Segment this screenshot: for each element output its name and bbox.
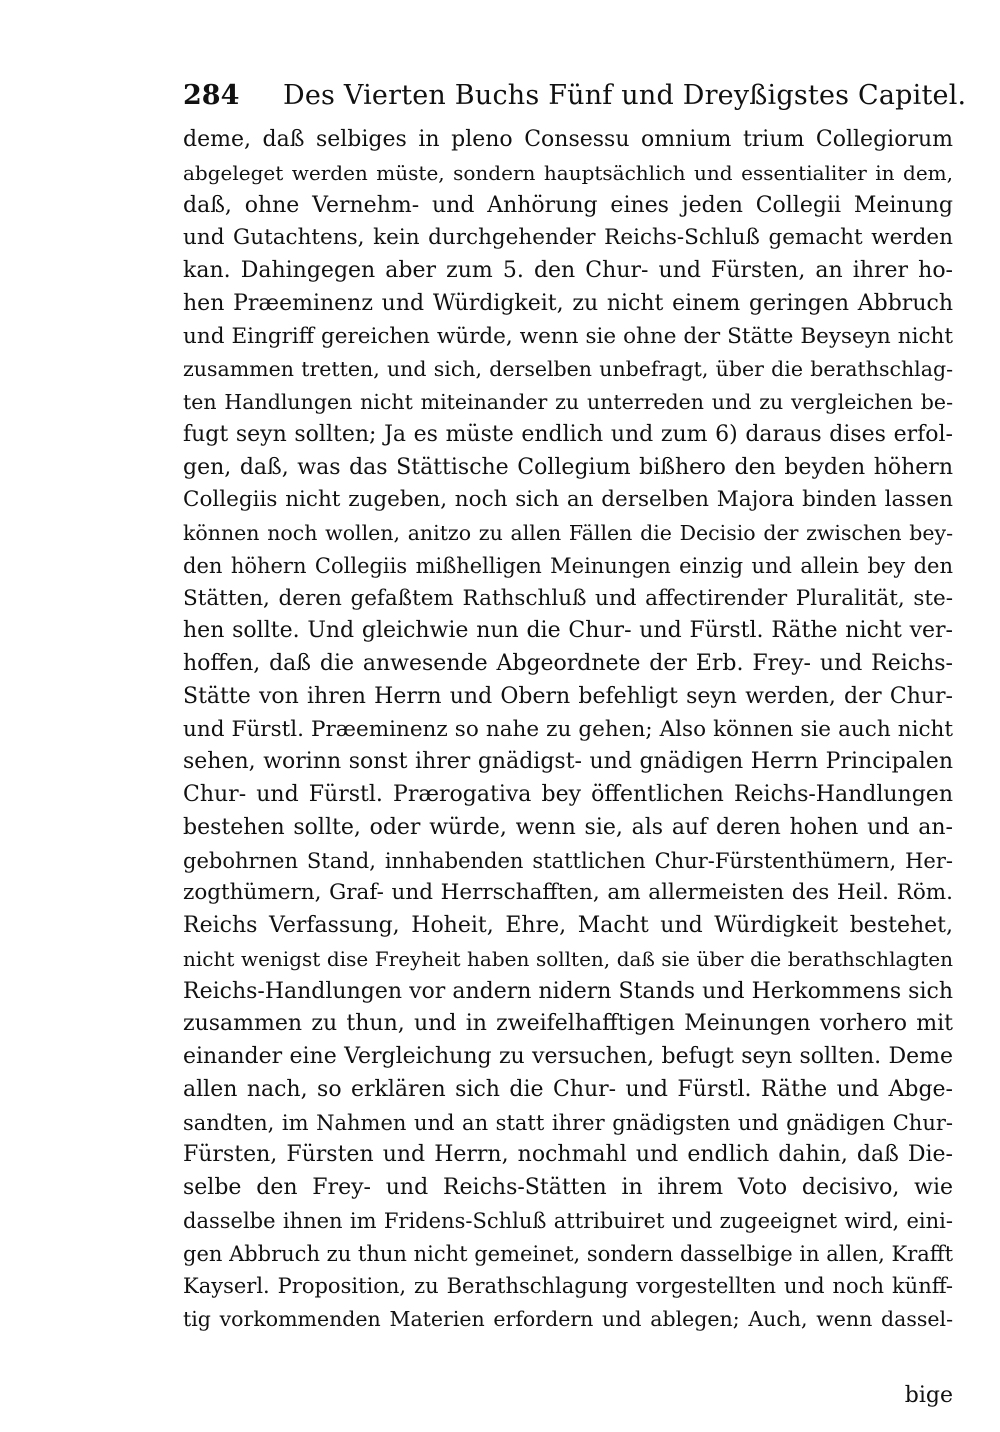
- text-line: dasselbe ihnen im Fridens-Schluß attribuiret und zugeeignet wird, eini-: [183, 1208, 953, 1233]
- text-line: den höhern Collegiis mißhelligen Meinungen einzig und allein bey den: [183, 553, 953, 578]
- text-line: abgeleget werden müste, sondern hauptsächlich und essentialiter in dem,: [183, 160, 953, 185]
- body-text: [183, 124, 953, 1336]
- text-line: und Eingriff gereichen würde, wenn sie ohne der Stätte Beyseyn nicht: [183, 323, 953, 349]
- text-line: Stätte von ihren Herrn und Obern befehligt seyn werden, der Chur-: [183, 683, 953, 709]
- text-line: bestehen sollte, oder würde, wenn sie, als auf deren hohen und an-: [183, 814, 953, 840]
- page-header: [183, 76, 967, 116]
- page-number: 284: [183, 80, 240, 111]
- text-line: hen sollte. Und gleichwie nun die Chur- und Fürstl. Räthe nicht ver-: [183, 618, 953, 644]
- text-line: hoffen, daß die anwesende Abgeordnete der Erb. Frey- und Reichs-: [183, 651, 953, 676]
- text-line: gebohrnen Stand, innhabenden stattlichen Chur-Fürstenthümern, Her-: [183, 848, 953, 873]
- text-line: sehen, worinn sonst ihrer gnädigst- und gnädigen Herrn Principalen: [183, 749, 953, 775]
- text-line: können noch wollen, anitzo zu allen Fällen die Decisio der zwischen bey-: [183, 521, 953, 545]
- catchword: bige: [904, 1383, 953, 1408]
- text-line: und Gutachtens, kein durchgehender Reichs-Schluß gemacht werden: [183, 225, 953, 251]
- text-line: Reichs Verfassung, Hoheit, Ehre, Macht und Würdigkeit bestehet,: [183, 913, 953, 938]
- text-line: Collegiis nicht zugeben, noch sich an derselben Majora binden lassen: [183, 487, 953, 513]
- text-line: allen nach, so erklären sich die Chur- und Fürstl. Räthe und Abge-: [183, 1076, 953, 1102]
- text-line: deme, daß selbiges in pleno Consessu omnium trium Collegiorum: [183, 127, 953, 152]
- text-line: zogthümern, Graf- und Herrschafften, am allermeisten des Heil. Röm.: [183, 880, 953, 906]
- text-line: hen Præeminenz und Würdigkeit, zu nicht einem geringen Abbruch: [183, 290, 953, 316]
- text-line: selbe den Frey- und Reichs-Stätten in ihrem Voto decisivo, wie: [183, 1175, 953, 1200]
- text-line: kan. Dahingegen aber zum 5. den Chur- und Fürsten, an ihrer ho-: [183, 258, 953, 283]
- text-line: gen Abbruch zu thun nicht gemeinet, sondern dasselbige in allen, Krafft: [183, 1241, 953, 1266]
- text-line: ten Handlungen nicht miteinander zu unterreden und zu vergleichen be-: [183, 390, 953, 414]
- text-line: daß, ohne Vernehm- und Anhörung eines jeden Collegii Meinung: [183, 192, 953, 218]
- text-line: einander eine Vergleichung zu versuchen, befugt seyn sollten. Deme: [183, 1044, 953, 1069]
- running-head: Des Vierten Buchs Fünf und Dreyßigstes Capitel.: [283, 80, 967, 111]
- text-line: Chur- und Fürstl. Prærogativa bey öffentlichen Reichs-Handlungen: [183, 782, 953, 807]
- text-line: sandten, im Nahmen und an statt ihrer gnädigsten und gnädigen Chur-: [183, 1110, 953, 1135]
- text-line: und Fürstl. Præeminenz so nahe zu gehen; Also können sie auch nicht: [183, 716, 953, 742]
- text-line: zusammen tretten, und sich, derselben unbefragt, über die berathschlag-: [183, 357, 953, 382]
- text-line: Reichs-Handlungen vor andern nidern Stands und Herkommens sich: [183, 978, 953, 1004]
- text-line: nicht wenigst dise Freyheit haben sollten, daß sie über die berathschlagten: [183, 946, 953, 971]
- text-line: Kayserl. Proposition, zu Berathschlagung vorgestellten und noch künff-: [183, 1274, 953, 1299]
- text-line: tig vorkommenden Materien erfordern und ablegen; Auch, wenn dassel-: [183, 1307, 953, 1331]
- text-line: Stätten, deren gefaßtem Rathschluß und affectirender Pluralität, ste-: [183, 585, 953, 611]
- text-line: gen, daß, was das Stättische Collegium bißhero den beyden höhern: [183, 454, 953, 480]
- text-line: fugt seyn sollten; Ja es müste endlich und zum 6) daraus dises erfol-: [183, 421, 953, 447]
- text-line: zusammen zu thun, und in zweifelhafftigen Meinungen vorhero mit: [183, 1011, 953, 1037]
- text-line: Fürsten, Fürsten und Herrn, nochmahl und endlich dahin, daß Die-: [183, 1142, 953, 1168]
